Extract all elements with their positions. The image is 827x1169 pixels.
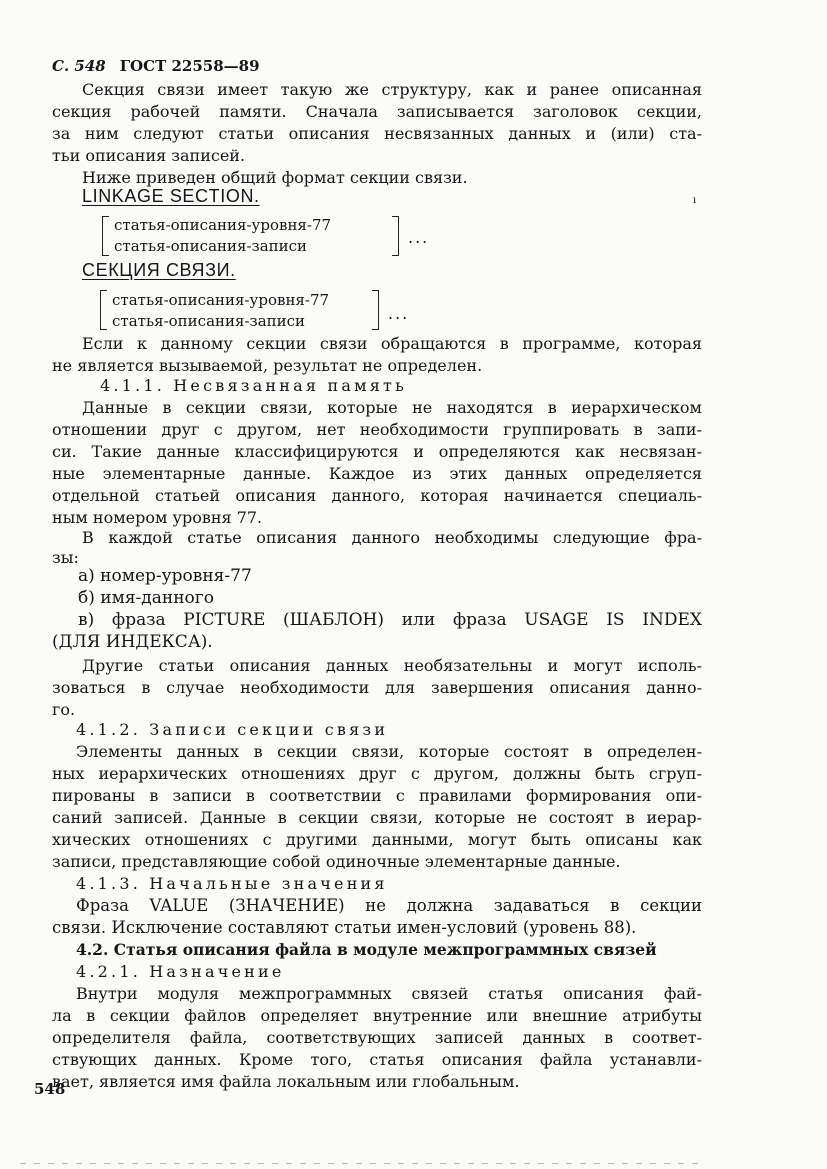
format1-title: LINKAGE SECTION. <box>82 186 260 206</box>
phrases-intro-line-1: В каждой статье описания данного необходимы следующие фра- <box>82 528 702 547</box>
s411-line-5: отдельной статьей описания данного, которая начинается специаль- <box>52 486 702 505</box>
format1-entry-2: статья-описания-записи <box>114 237 308 255</box>
s411-line-6: ным номером уровня 77. <box>52 508 263 527</box>
phrases-intro-line-2: зы: <box>52 548 79 567</box>
s421-line-5: вает, является имя файла локальным или глобальным. <box>52 1072 520 1091</box>
list-item-c-line-2: (ДЛЯ ИНДЕКСА). <box>52 632 213 652</box>
section-4-1-1-heading: 4.1.1. Несвязанная память <box>100 376 407 395</box>
para-call-line-2: не является вызываемой, результат не определен. <box>52 356 483 375</box>
format2-entry-1: статья-описания-уровня-77 <box>112 291 330 309</box>
s421-line-1: Внутри модуля межпрограммных связей статья описания фай- <box>76 984 702 1003</box>
s411-line-4: ные элементарные данные. Каждое из этих данных определяется <box>52 464 702 483</box>
para-call-line-1: Если к данному секции связи обращаются в программе, которая <box>82 334 702 353</box>
s412-line-4: саний записей. Данные в секции связи, которые не состоят в иерар- <box>52 808 702 827</box>
list-item-b: б) имя-данного <box>78 588 214 608</box>
format1-bracket-right <box>392 216 399 256</box>
intro-line-3: за ним следуют статьи описания несвязанных данных и (или) ста- <box>52 124 702 143</box>
s412-line-1: Элементы данных в секции связи, которые состоят в определен- <box>76 742 702 761</box>
format1-repeat-dots: ... <box>408 228 430 247</box>
format2-entry-2: статья-описания-записи <box>112 312 306 330</box>
list-item-c-line-1: в) фраза PICTURE (ШАБЛОН) или фраза USAGE IS INDEX <box>78 610 702 630</box>
intro-line-5: Ниже приведен общий формат секции связи. <box>82 168 468 187</box>
header-page: С. 548 <box>52 57 106 75</box>
header-gost: ГОСТ 22558—89 <box>119 57 260 75</box>
intro-line-4: тьи описания записей. <box>52 146 246 165</box>
s421-line-4: ствующих данных. Кроме того, статья описания файла устанавли- <box>52 1050 702 1069</box>
format1-entry-1: статья-описания-уровня-77 <box>114 216 332 234</box>
section-4-2-1-heading: 4.2.1. Назначение <box>76 962 285 981</box>
s411-line-2: отношении друг с другом, нет необходимости группировать в запи- <box>52 420 702 439</box>
scan-artifact-line <box>20 1163 700 1164</box>
other-line-1: Другие статьи описания данных необязательны и могут исполь- <box>82 656 702 675</box>
page-number: 548 <box>34 1080 66 1098</box>
s421-line-3: определителя файла, соответствующих записей данных в соответ- <box>52 1028 702 1047</box>
format2-bracket-right <box>372 290 379 330</box>
format2-title: СЕКЦИЯ СВЯЗИ. <box>82 260 236 280</box>
s412-line-6: записи, представляющие собой одиночные элементарные данные. <box>52 852 621 871</box>
format2-repeat-dots: ... <box>388 304 410 323</box>
section-4-2-heading: 4.2. Статья описания файла в модуле межпрограммных связей <box>76 940 657 959</box>
s411-line-3: си. Такие данные классифицируются и определяются как несвязан- <box>52 442 702 461</box>
s413-line-2: связи. Исключение составляют статьи имен-условий (уровень 88). <box>52 918 637 937</box>
section-4-1-2-heading: 4.1.2. Записи секции связи <box>76 720 389 739</box>
format1-bracket-left <box>102 216 109 256</box>
intro-line-1: Секция связи имеет такую же структуру, как и ранее описанная <box>82 80 702 99</box>
scan-mark: ı <box>693 195 697 206</box>
s413-line-1: Фраза VALUE (ЗНАЧЕНИЕ) не должна задаваться в секции <box>76 896 702 915</box>
intro-line-2: секция рабочей памяти. Сначала записывается заголовок секции, <box>52 102 702 121</box>
section-4-1-3-heading: 4.1.3. Начальные значения <box>76 874 388 893</box>
s421-line-2: ла в секции файлов определяет внутренние или внешние атрибуты <box>52 1006 702 1025</box>
s412-line-5: хических отношениях с другими данными, могут быть описаны как <box>52 830 702 849</box>
s411-line-1: Данные в секции связи, которые не находятся в иерархическом <box>82 398 702 417</box>
list-item-a: а) номер-уровня-77 <box>78 566 252 586</box>
s412-line-2: ных иерархических отношениях друг с другом, должны быть сгруп- <box>52 764 702 783</box>
other-line-2: зоваться в случае необходимости для завершения описания данно- <box>52 678 702 697</box>
page-header <box>52 56 702 76</box>
format2-bracket-left <box>100 290 107 330</box>
other-line-3: го. <box>52 700 76 719</box>
s412-line-3: пированы в записи в соответствии с правилами формирования опи- <box>52 786 702 805</box>
